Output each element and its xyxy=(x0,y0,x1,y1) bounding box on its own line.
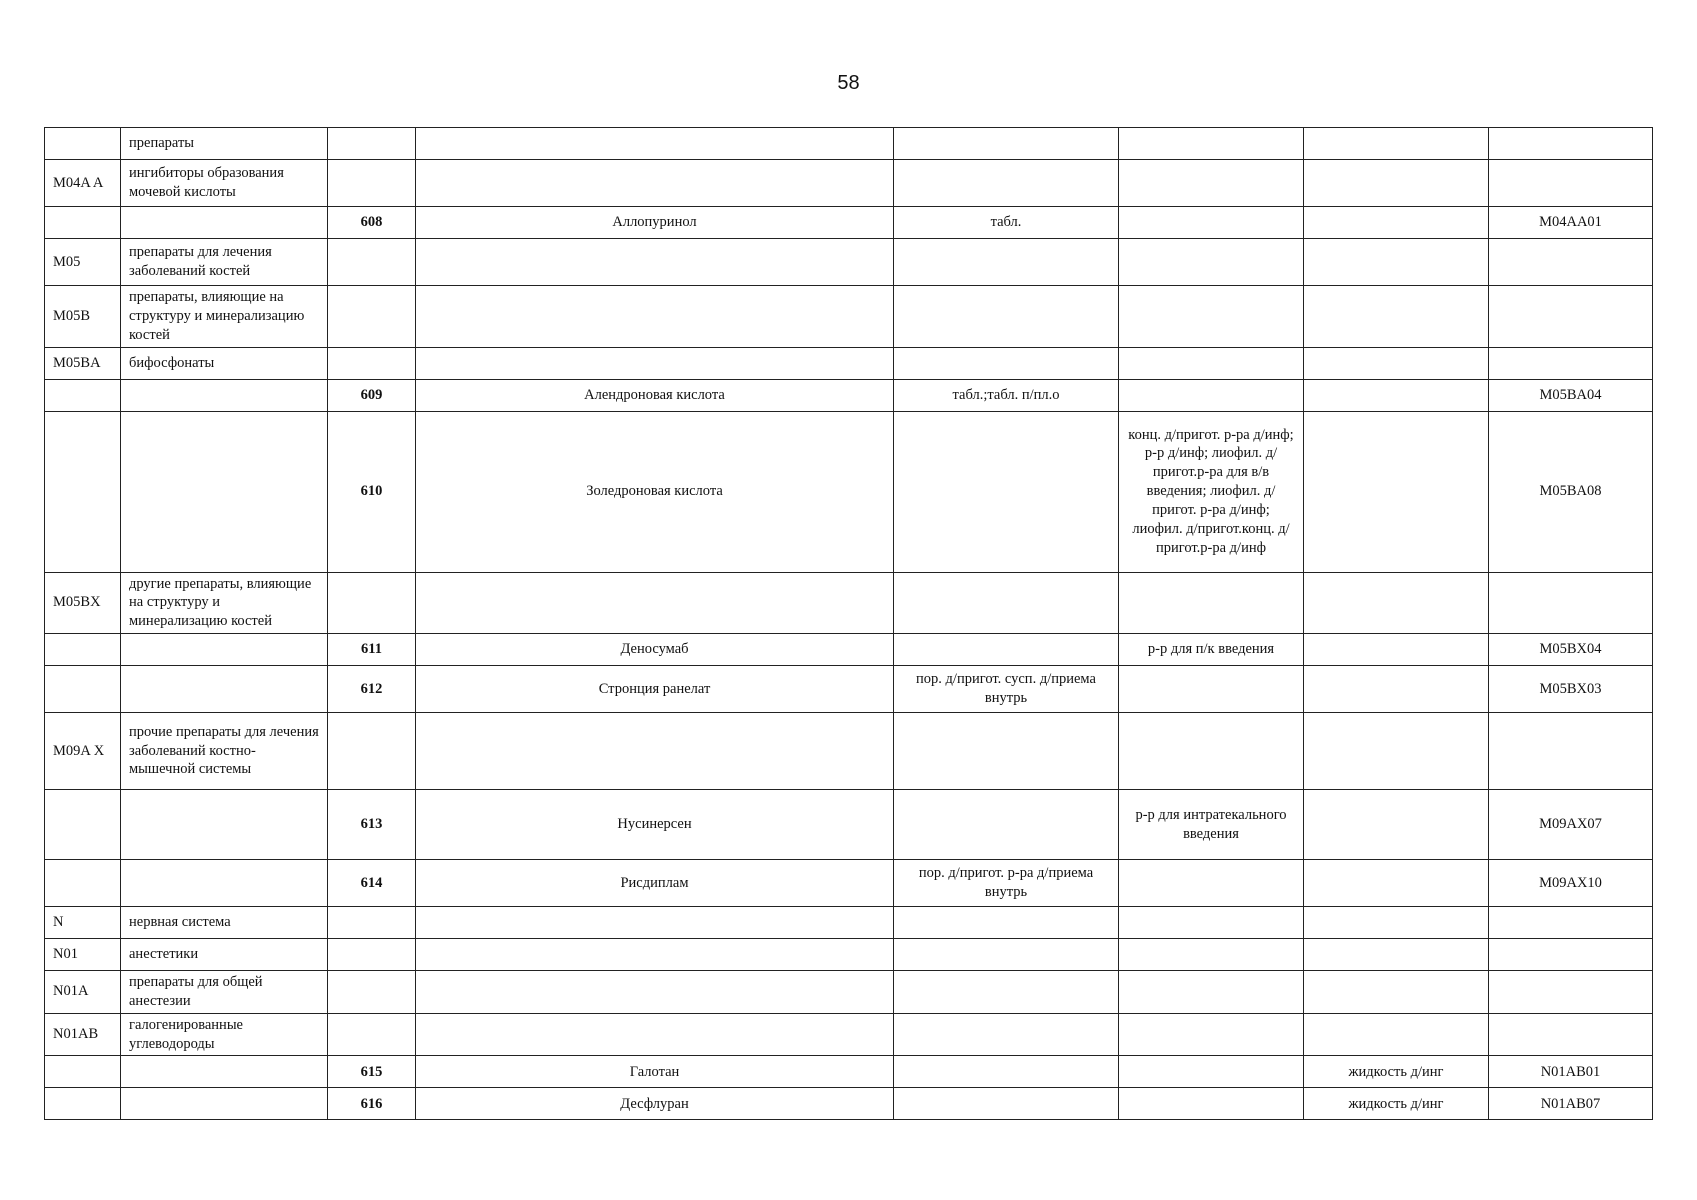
drug-name-cell: Рисдиплам xyxy=(416,860,894,907)
atc-code-cell: N01AB07 xyxy=(1489,1088,1653,1120)
dosage-form-injection-cell xyxy=(1119,1088,1304,1120)
dosage-form-injection-cell xyxy=(1119,1013,1304,1056)
group-row xyxy=(45,160,1653,207)
dosage-form-inhalation-cell xyxy=(1304,1013,1489,1056)
dosage-form-injection-cell xyxy=(1119,572,1304,634)
drug-name-cell xyxy=(416,286,894,348)
ru-code-cell: M05B xyxy=(45,286,121,348)
ru-code-cell: N xyxy=(45,907,121,939)
dosage-form-inhalation-cell xyxy=(1304,713,1489,790)
dosage-form-oral-cell xyxy=(894,347,1119,379)
drug-name-cell: Золедроновая кислота xyxy=(416,411,894,572)
group-row xyxy=(45,971,1653,1014)
drug-table-body xyxy=(45,128,1653,1120)
ru-code-cell: N01A xyxy=(45,971,121,1014)
dosage-form-inhalation-cell xyxy=(1304,860,1489,907)
dosage-form-inhalation-cell xyxy=(1304,939,1489,971)
dosage-form-inhalation-cell xyxy=(1304,666,1489,713)
drug-name-cell xyxy=(416,347,894,379)
page-number: 58 xyxy=(837,72,860,94)
item-number-cell xyxy=(328,971,416,1014)
item-number-cell xyxy=(328,907,416,939)
group-description-cell xyxy=(121,790,328,860)
drug-name-cell: Аллопуринол xyxy=(416,207,894,239)
ru-code-cell xyxy=(45,860,121,907)
group-description-cell: препараты xyxy=(121,128,328,160)
atc-code-cell xyxy=(1489,1013,1653,1056)
drug-row xyxy=(45,1088,1653,1120)
group-row xyxy=(45,286,1653,348)
dosage-form-oral-cell xyxy=(894,971,1119,1014)
atc-code-cell xyxy=(1489,128,1653,160)
dosage-form-oral-cell xyxy=(894,411,1119,572)
atc-code-cell xyxy=(1489,572,1653,634)
dosage-form-injection-cell xyxy=(1119,347,1304,379)
dosage-form-inhalation-cell xyxy=(1304,971,1489,1014)
ru-code-cell: M05BA xyxy=(45,347,121,379)
group-row xyxy=(45,907,1653,939)
drug-name-cell: Десфлуран xyxy=(416,1088,894,1120)
dosage-form-oral-cell xyxy=(894,634,1119,666)
dosage-form-injection-cell xyxy=(1119,160,1304,207)
item-number-cell: 615 xyxy=(328,1056,416,1088)
group-description-cell: ингибиторы образования мочевой кислоты xyxy=(121,160,328,207)
drug-name-cell xyxy=(416,907,894,939)
drug-name-cell: Галотан xyxy=(416,1056,894,1088)
drug-row xyxy=(45,666,1653,713)
atc-code-cell: M05BA04 xyxy=(1489,379,1653,411)
group-description-cell xyxy=(121,666,328,713)
group-description-cell: галогенированные углеводороды xyxy=(121,1013,328,1056)
dosage-form-injection-cell xyxy=(1119,666,1304,713)
ru-code-cell: N01 xyxy=(45,939,121,971)
atc-code-cell xyxy=(1489,971,1653,1014)
ru-code-cell xyxy=(45,666,121,713)
item-number-cell xyxy=(328,239,416,286)
item-number-cell: 613 xyxy=(328,790,416,860)
drug-row xyxy=(45,411,1653,572)
group-description-cell: прочие препараты для лечения заболеваний костно-мышечной системы xyxy=(121,713,328,790)
atc-code-cell: N01AB01 xyxy=(1489,1056,1653,1088)
dosage-form-oral-cell: табл. xyxy=(894,207,1119,239)
group-description-cell xyxy=(121,1056,328,1088)
group-row xyxy=(45,572,1653,634)
dosage-form-oral-cell xyxy=(894,572,1119,634)
dosage-form-oral-cell: пор. д/пригот. сусп. д/приема внутрь xyxy=(894,666,1119,713)
dosage-form-oral-cell xyxy=(894,160,1119,207)
drug-table xyxy=(44,127,1653,1120)
group-description-cell: препараты для лечения заболеваний костей xyxy=(121,239,328,286)
dosage-form-inhalation-cell xyxy=(1304,379,1489,411)
item-number-cell xyxy=(328,1013,416,1056)
drug-name-cell: Алендроновая кислота xyxy=(416,379,894,411)
dosage-form-oral-cell xyxy=(894,239,1119,286)
drug-row xyxy=(45,790,1653,860)
ru-code-cell: M04A A xyxy=(45,160,121,207)
ru-code-cell xyxy=(45,411,121,572)
drug-row xyxy=(45,1056,1653,1088)
dosage-form-injection-cell xyxy=(1119,286,1304,348)
group-description-cell xyxy=(121,860,328,907)
dosage-form-inhalation-cell xyxy=(1304,347,1489,379)
item-number-cell xyxy=(328,286,416,348)
dosage-form-injection-cell: конц. д/пригот. р-ра д/инф; р-р д/инф; лиофил. д/пригот.р-ра для в/в введения; лиофил. д/пригот. р-ра д/инф; лиофил. д/пригот.конц. д/пригот.р-ра д/инф xyxy=(1119,411,1304,572)
atc-code-cell xyxy=(1489,239,1653,286)
dosage-form-inhalation-cell: жидкость д/инг xyxy=(1304,1056,1489,1088)
dosage-form-inhalation-cell xyxy=(1304,907,1489,939)
dosage-form-injection-cell: р-р для п/к введения xyxy=(1119,634,1304,666)
dosage-form-injection-cell xyxy=(1119,207,1304,239)
dosage-form-oral-cell xyxy=(894,128,1119,160)
dosage-form-oral-cell xyxy=(894,1056,1119,1088)
dosage-form-oral-cell xyxy=(894,790,1119,860)
atc-code-cell: M09AX07 xyxy=(1489,790,1653,860)
dosage-form-injection-cell xyxy=(1119,860,1304,907)
group-description-cell: препараты для общей анестезии xyxy=(121,971,328,1014)
dosage-form-inhalation-cell xyxy=(1304,160,1489,207)
dosage-form-inhalation-cell xyxy=(1304,572,1489,634)
drug-name-cell xyxy=(416,971,894,1014)
atc-code-cell xyxy=(1489,160,1653,207)
item-number-cell: 612 xyxy=(328,666,416,713)
drug-name-cell: Деносумаб xyxy=(416,634,894,666)
atc-code-cell xyxy=(1489,907,1653,939)
dosage-form-inhalation-cell xyxy=(1304,207,1489,239)
atc-code-cell: M04AA01 xyxy=(1489,207,1653,239)
atc-code-cell: M05BA08 xyxy=(1489,411,1653,572)
drug-row xyxy=(45,860,1653,907)
group-row xyxy=(45,128,1653,160)
dosage-form-oral-cell xyxy=(894,286,1119,348)
dosage-form-injection-cell xyxy=(1119,971,1304,1014)
drug-name-cell xyxy=(416,939,894,971)
atc-code-cell: M05BX03 xyxy=(1489,666,1653,713)
group-description-cell xyxy=(121,634,328,666)
group-description-cell xyxy=(121,379,328,411)
dosage-form-oral-cell xyxy=(894,1013,1119,1056)
group-description-cell xyxy=(121,207,328,239)
item-number-cell: 608 xyxy=(328,207,416,239)
group-row xyxy=(45,939,1653,971)
ru-code-cell: M05BX xyxy=(45,572,121,634)
dosage-form-injection-cell: р-р для интратекального введения xyxy=(1119,790,1304,860)
dosage-form-inhalation-cell xyxy=(1304,790,1489,860)
item-number-cell: 614 xyxy=(328,860,416,907)
drug-name-cell xyxy=(416,160,894,207)
dosage-form-oral-cell xyxy=(894,1088,1119,1120)
item-number-cell xyxy=(328,160,416,207)
ru-code-cell: N01AB xyxy=(45,1013,121,1056)
dosage-form-oral-cell: пор. д/пригот. р-ра д/приема внутрь xyxy=(894,860,1119,907)
ru-code-cell xyxy=(45,379,121,411)
dosage-form-injection-cell xyxy=(1119,379,1304,411)
item-number-cell xyxy=(328,572,416,634)
atc-code-cell xyxy=(1489,286,1653,348)
group-description-cell: бифосфонаты xyxy=(121,347,328,379)
dosage-form-oral-cell xyxy=(894,713,1119,790)
atc-code-cell: M05BX04 xyxy=(1489,634,1653,666)
drug-name-cell xyxy=(416,239,894,286)
item-number-cell: 610 xyxy=(328,411,416,572)
item-number-cell xyxy=(328,128,416,160)
atc-code-cell: M09AX10 xyxy=(1489,860,1653,907)
ru-code-cell: M09A X xyxy=(45,713,121,790)
drug-name-cell xyxy=(416,1013,894,1056)
ru-code-cell xyxy=(45,634,121,666)
drug-name-cell: Стронция ранелат xyxy=(416,666,894,713)
atc-code-cell xyxy=(1489,939,1653,971)
dosage-form-injection-cell xyxy=(1119,239,1304,286)
dosage-form-injection-cell xyxy=(1119,1056,1304,1088)
dosage-form-inhalation-cell xyxy=(1304,286,1489,348)
item-number-cell: 611 xyxy=(328,634,416,666)
dosage-form-oral-cell xyxy=(894,907,1119,939)
item-number-cell xyxy=(328,347,416,379)
group-description-cell xyxy=(121,411,328,572)
dosage-form-injection-cell xyxy=(1119,939,1304,971)
dosage-form-injection-cell xyxy=(1119,907,1304,939)
drug-name-cell xyxy=(416,713,894,790)
ru-code-cell xyxy=(45,128,121,160)
group-row xyxy=(45,239,1653,286)
atc-code-cell xyxy=(1489,347,1653,379)
group-row xyxy=(45,347,1653,379)
dosage-form-inhalation-cell xyxy=(1304,634,1489,666)
dosage-form-oral-cell: табл.;табл. п/пл.о xyxy=(894,379,1119,411)
atc-code-cell xyxy=(1489,713,1653,790)
ru-code-cell xyxy=(45,790,121,860)
drug-row xyxy=(45,207,1653,239)
item-number-cell xyxy=(328,713,416,790)
ru-code-cell xyxy=(45,207,121,239)
group-description-cell: препараты, влияющие на структуру и минерализацию костей xyxy=(121,286,328,348)
dosage-form-injection-cell xyxy=(1119,128,1304,160)
drug-name-cell: Нусинерсен xyxy=(416,790,894,860)
drug-name-cell xyxy=(416,128,894,160)
dosage-form-inhalation-cell xyxy=(1304,239,1489,286)
ru-code-cell xyxy=(45,1088,121,1120)
ru-code-cell: M05 xyxy=(45,239,121,286)
item-number-cell: 616 xyxy=(328,1088,416,1120)
group-description-cell xyxy=(121,1088,328,1120)
ru-code-cell xyxy=(45,1056,121,1088)
drug-row xyxy=(45,634,1653,666)
group-description-cell: анестетики xyxy=(121,939,328,971)
group-row xyxy=(45,713,1653,790)
drug-name-cell xyxy=(416,572,894,634)
dosage-form-inhalation-cell xyxy=(1304,128,1489,160)
group-description-cell: нервная система xyxy=(121,907,328,939)
dosage-form-inhalation-cell xyxy=(1304,411,1489,572)
group-row xyxy=(45,1013,1653,1056)
dosage-form-inhalation-cell: жидкость д/инг xyxy=(1304,1088,1489,1120)
group-description-cell: другие препараты, влияющие на структуру и минерализацию костей xyxy=(121,572,328,634)
item-number-cell xyxy=(328,939,416,971)
item-number-cell: 609 xyxy=(328,379,416,411)
dosage-form-oral-cell xyxy=(894,939,1119,971)
drug-row xyxy=(45,379,1653,411)
dosage-form-injection-cell xyxy=(1119,713,1304,790)
